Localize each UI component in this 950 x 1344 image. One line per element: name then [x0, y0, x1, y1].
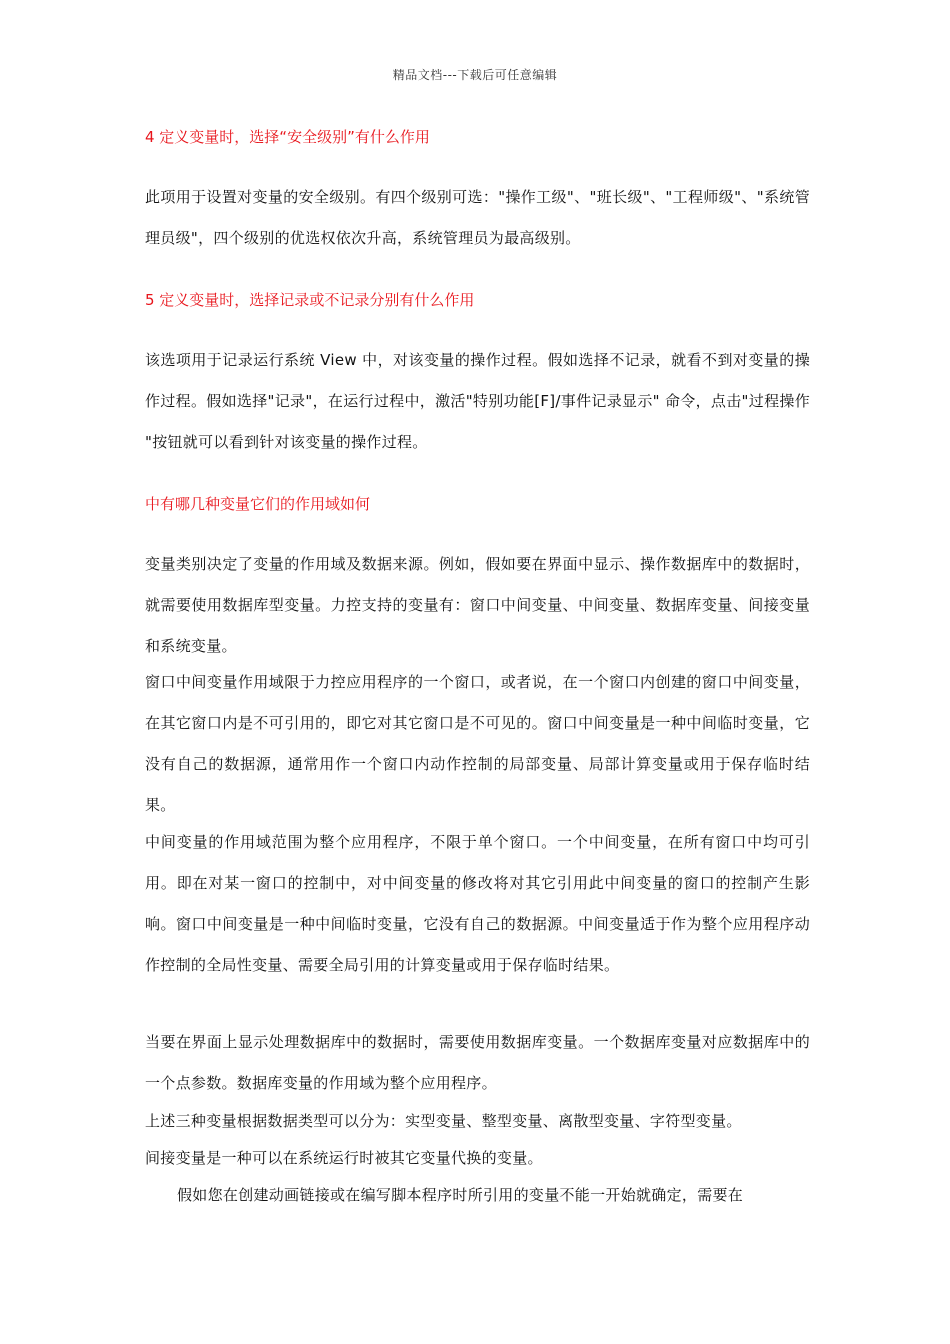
section-6-paragraph-4: 当要在界面上显示处理数据库中的数据时，需要使用数据库变量。一个数据库变量对应数据库中的一个点参数。数据库变量的作用域为整个应用程序。 [145, 1033, 810, 1092]
section-6-heading: 中有哪几种变量它们的作用域如何 [145, 495, 371, 513]
page-header: 精品文档---下载后可任意编辑 [392, 68, 558, 82]
section-5-heading: 5 定义变量时，选择记录或不记录分别有什么作用 [145, 291, 475, 309]
section-6-paragraph-2: 窗口中间变量作用域限于力控应用程序的一个窗口，或者说，在一个窗口内创建的窗口中间变量，在其它窗口内是不可引用的，即它对其它窗口是不可见的。窗口中间变量是一种中间临时变量，它没有自己的数据源，通常用作一个窗口内动作控制的局部变量、局部计算变量或用于保存临时结果。 [145, 673, 810, 814]
section-4-body: 此项用于设置对变量的安全级别。有四个级别可选："操作工级"、"班长级"、"工程师级"、"系统管理员级"，四个级别的优选权依次升高，系统管理员为最高级别。 [145, 188, 810, 247]
section-6-paragraph-1: 变量类别决定了变量的作用域及数据来源。例如，假如要在界面中显示、操作数据库中的数据时，就需要使用数据库型变量。力控支持的变量有：窗口中间变量、中间变量、数据库变量、间接变量和系统变量。 [145, 555, 810, 655]
section-4-heading: 4 定义变量时，选择“安全级别”有什么作用 [145, 128, 430, 146]
section-6-paragraph-3: 中间变量的作用域范围为整个应用程序，不限于单个窗口。一个中间变量，在所有窗口中均可引用。即在对某一窗口的控制中，对中间变量的修改将对其它引用此中间变量的窗口的控制产生影响。窗口中间变量是一种中间临时变量，它没有自己的数据源。中间变量适于作为整个应用程序动作控制的全局性变量、需要全局引用的计算变量或用于保存临时结果。 [145, 833, 810, 974]
section-6-line-7: 假如您在创建动画链接或在编写脚本程序时所引用的变量不能一开始就确定，需要在 [177, 1186, 744, 1204]
section-5-body: 该选项用于记录运行系统 View 中，对该变量的操作过程。假如选择不记录，就看不到对变量的操作过程。假如选择"记录"，在运行过程中，激活"特别功能[F]/事件记录显示" 命令，点击"过程操作 "按钮就可以看到针对该变量的操作过程。 [145, 351, 810, 451]
section-6-line-5: 上述三种变量根据数据类型可以分为：实型变量、整型变量、离散型变量、字符型变量。 [145, 1112, 742, 1130]
section-6-line-6: 间接变量是一种可以在系统运行时被其它变量代换的变量。 [145, 1149, 543, 1167]
